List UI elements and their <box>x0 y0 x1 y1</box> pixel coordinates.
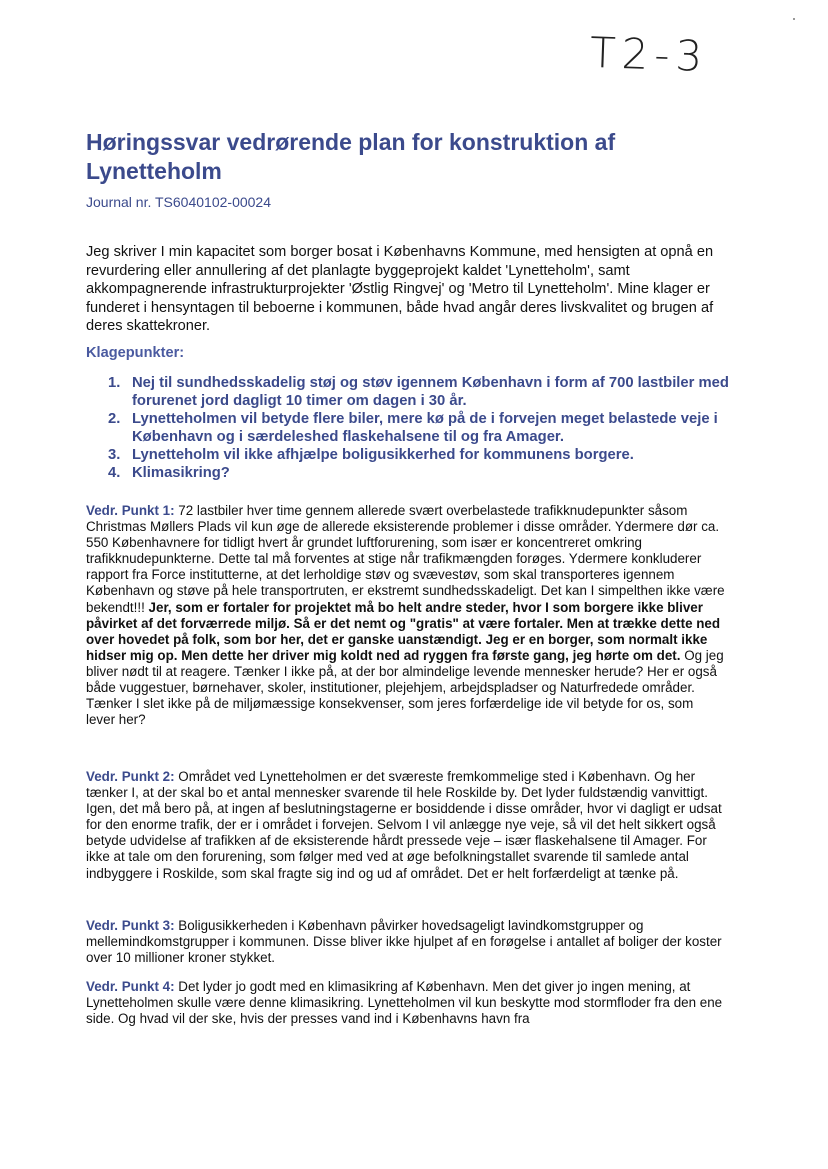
journal-number: Journal nr. TS6040102-00024 <box>86 194 271 210</box>
point3-paragraph: Vedr. Punkt 3: Boligusikkerheden i København påvirker hovedsageligt lavindkomstgrupper og mellemindkomstgrupper i kommunen. Disse bliver ikke hjulpet af en forøgelse i antallet af boliger der koster over 10 millioner kroner stykket. <box>86 918 722 966</box>
point3-label: Vedr. Punkt 3: <box>86 918 175 933</box>
complaint-item: 3. Lynetteholm vil ikke afhjælpe boligusikkerhed for kommunens borgere. <box>108 447 634 463</box>
complaint-item: 4. Klimasikring? <box>108 465 230 481</box>
handwritten-note: T2-3 <box>589 27 710 82</box>
point4-label: Vedr. Punkt 4: <box>86 979 175 994</box>
document-title: Høringssvar vedrørende plan for konstruktion af Lynetteholm <box>86 129 616 184</box>
complaint-item: 2. Lynetteholmen vil betyde flere biler, mere kø på de i forvejen meget belastede veje i København og i særdeleshed flaskehalsene til og fra Amager. <box>108 411 718 445</box>
point1-paragraph: Vedr. Punkt 1: 72 lastbiler hver time gennem allerede svært overbelastede trafikknudepunkter såsom Christmas Møllers Plads vil kun øge de allerede eksisterende problemer i disse områder. Ydermere dør ca. 550 Københavnere for tidligt hvert år grundet luftforurening, som især er koncentreret omkring trafikknudepunkterne. Dette tal må forventes at stige når trafikmængden forøges. Ydermere konkluderer rapport fra Force institutterne, at det lerholdige støv og svævestøv, som skal transporteres igennem København og støve på hele transportruten, er ekstremt sundhedsskadeligt. Det kan I simpelthen ikke være bekendt!!! Jer, som er fortaler for projektet må bo helt andre steder, hvor I som borgere ikke bliver påvirket af det forværrede miljø. Så er det nemt og "gratis" at være fortaler. Men at trække dette ned over hovedet på folk, som bor her, det er ganske uanstændigt. Jeg er en borger, som normalt ikke hidser mig op. Men dette her driver mig koldt ned ad ryggen fra første gang, jeg hørte om det. Og jeg bliver nødt til at reagere. Tænker I ikke på, at der bor almindelige levende mennesker herude? Her er også både vuggestuer, børnehaver, skoler, institutioner, plejehjem, arbejdspladser og Naturfredede områder. Tænker I slet ikke på de miljømæssige konsekvenser, som jeres forfærdelige ide vil betyde for os, som lever her? <box>86 503 725 728</box>
point1-label: Vedr. Punkt 1: <box>86 503 175 518</box>
scan-speck <box>793 18 795 20</box>
complaint-item: 1. Nej til sundhedsskadelig støj og støv igennem København i form af 700 lastbiler med forurenet jord dagligt 10 timer om dagen i 30 år. <box>108 375 729 409</box>
point2-paragraph: Vedr. Punkt 2: Området ved Lynetteholmen er det sværeste fremkommelige sted i København. Og her tænker I, at der skal bo et antal mennesker svarende til hele Roskilde by. Det lyder fuldstændig vanvittigt. Igen, det må bero på, at ingen af beslutningstagerne er bosiddende i disse områder, hvor vi dagligt er udsat for den enorme trafik, der er i området i forvejen. Selvom I vil anlægge nye veje, så vil det helt sikkert også betyde udvidelse af trafikken af de eksisterende hårdt pressede veje – især flaskehalsene til Amager. For ikke at tale om den forurening, som følger med ved at øge befolkningstallet svarende til samlede antal indbyggere i Roskilde, som skal fragte sig ind og ud af området. Det er helt forfærdeligt at tænke på. <box>86 769 722 881</box>
point2-label: Vedr. Punkt 2: <box>86 769 175 784</box>
point4-paragraph: Vedr. Punkt 4: Det lyder jo godt med en klimasikring af København. Men det giver jo ingen mening, at Lynetteholmen skulle være denne klimasikring. Lynetteholmen vil kun beskytte mod stormfloder fra den ene side. Og hvad vil der ske, hvis der presses vand ind i Københavns havn fra <box>86 979 723 1027</box>
complaints-list <box>86 374 736 482</box>
complaints-heading: Klagepunkter: <box>86 345 185 361</box>
intro-paragraph: Jeg skriver I min kapacitet som borger bosat i Københavns Kommune, med hensigten at opnå en revurdering eller annullering af det planlagte byggeprojekt kaldet 'Lynetteholm', samt akkompagnerende infrastrukturprojekter 'Østlig Ringvej' og 'Metro til Lynetteholm'. Mine klager er funderet i hensyntagen til beboerne i kommunen, både hvad angår deres livskvalitet og brugen af deres skattekroner. <box>86 244 714 334</box>
